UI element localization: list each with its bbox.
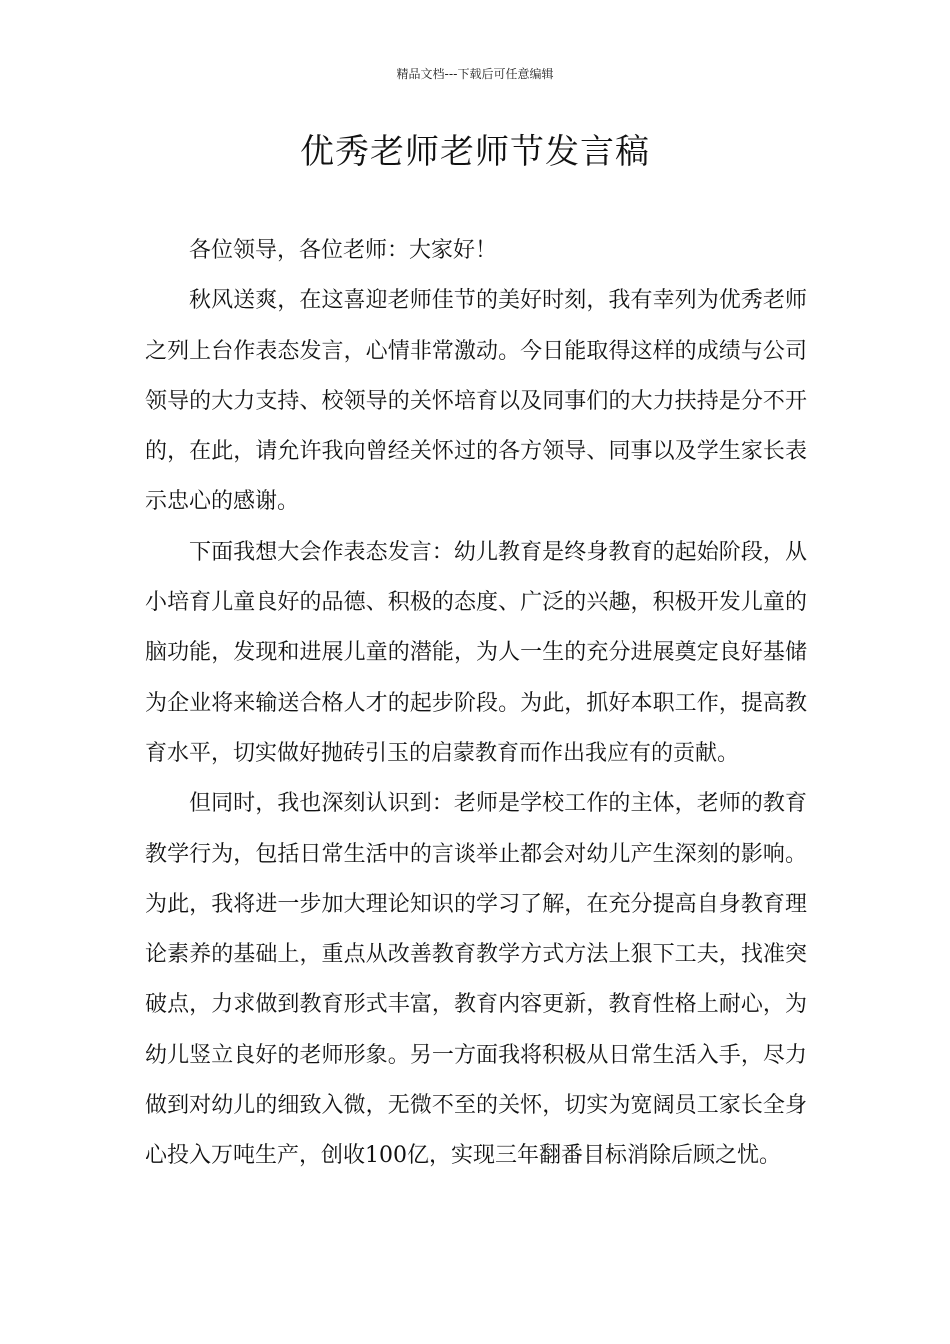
body-paragraph: 秋风送爽，在这喜迎老师佳节的美好时刻，我有幸列为优秀老师之列上台作表态发言，心情非常激动。今日能取得这样的成绩与公司领导的大力支持、校领导的关怀培育以及同事们的大力扶持是分不开的，在此，请允许我向曾经关怀过的各方领导、同事以及学生家长表示忠心的感谢。 [145, 288, 807, 515]
body-paragraph: 下面我想大会作表态发言：幼儿教育是终身教育的起始阶段，从小培育儿童良好的品德、积极的态度、广泛的兴趣，积极开发儿童的脑功能，发现和进展儿童的潜能，为人一生的充分进展奠定良好基储为企业将来输送合格人才的起步阶段。为此，抓好本职工作，提高教育水平，切实做好抛砖引玉的启蒙教育而作出我应有的贡献。 [145, 539, 807, 766]
body-paragraph: 但同时，我也深刻认识到：老师是学校工作的主体，老师的教育教学行为，包括日常生活中的言谈举止都会对幼儿产生深刻的影响。为此，我将进一步加大理论知识的学习了解，在充分提高自身教育理论素养的基础上，重点从改善教育教学方式方法上狠下工夫，找准突破点，力求做到教育形式丰富，教育内容更新，教育性格上耐心，为幼儿竖立良好的老师形象。另一方面我将积极从日常生活入手，尽力做到对幼儿的细致入微，无微不至的关怀，切实为宽阔员工家长全身心投入万吨生产，创收100亿，实现三年翻番目标消除后顾之忧。 [145, 791, 807, 1169]
page-title: 优秀老师老师节发言稿 [300, 132, 650, 172]
document-body [145, 226, 807, 1182]
header-note: 精品文档---下载后可任意编辑 [396, 67, 554, 81]
greeting-paragraph: 各位领导，各位老师：大家好！ [189, 238, 498, 263]
